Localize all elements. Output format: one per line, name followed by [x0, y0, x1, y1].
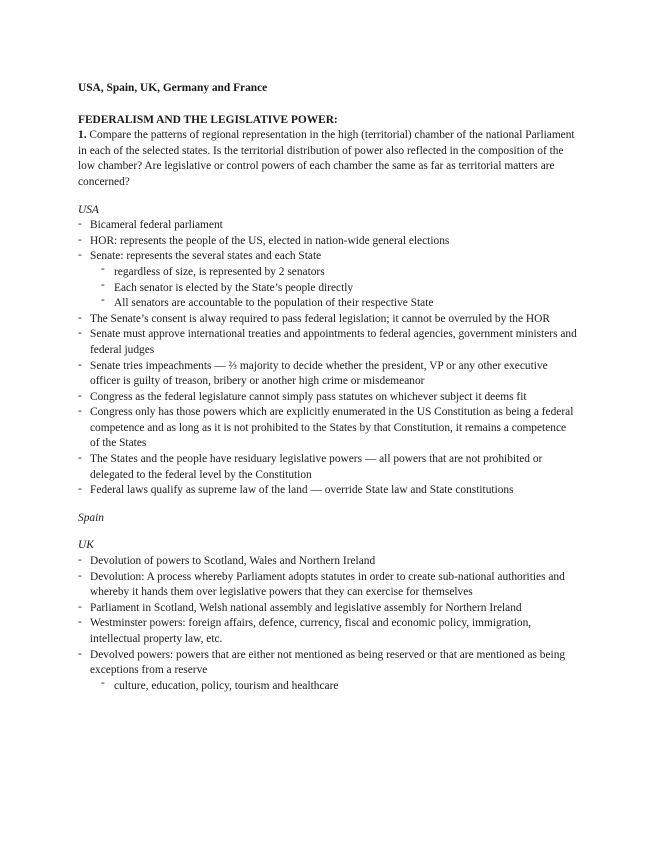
list-item: - Parliament in Scotland, Welsh national assembly and legislative assembly for Northern Ireland [78, 601, 578, 617]
sub-list-item: - regardless of size, is represented by 2 senators [90, 265, 578, 281]
list-item [78, 249, 578, 311]
list-item: - Federal laws qualify as supreme law of the land — override State law and State constitutions [78, 483, 578, 499]
sub-list-item: - All senators are accountable to the population of their respective State [90, 296, 578, 312]
usa-bullet-list [78, 218, 578, 499]
list-item: - Bicameral federal parliament [78, 218, 578, 234]
usa-heading: USA [78, 203, 99, 216]
senate-sub-list [90, 265, 578, 312]
list-item: - Congress as the federal legislature cannot simply pass statutes on whichever subject it deems fit [78, 390, 578, 406]
devolved-sub-list [90, 679, 578, 695]
list-item: - HOR: represents the people of the US, elected in nation-wide general elections [78, 234, 578, 250]
question-paragraph [78, 128, 578, 190]
section-heading: FEDERALISM AND THE LEGISLATIVE POWER: [78, 113, 338, 126]
list-item: - Senate tries impeachments — ⅔ majority to decide whether the president, VP or any other executive officer is guilty of treason, bribery or another high crime or misdemeanor [78, 359, 578, 390]
list-item: - The Senate’s consent is alway required to pass federal legislation; it cannot be overruled by the HOR [78, 312, 578, 328]
spain-heading: Spain [78, 511, 104, 524]
sub-list-item: - Each senator is elected by the State’s people directly [90, 281, 578, 297]
uk-bullet-list [78, 554, 578, 694]
list-item: - Senate must approve international treaties and appointments to federal agencies, government ministers and federal judges [78, 327, 578, 358]
question-number: 1. [78, 129, 87, 142]
document-title: USA, Spain, UK, Germany and France [78, 82, 268, 94]
list-item: - Devolution: A process whereby Parliament adopts statutes in order to create sub-national authorities and whereby it hands them over legislative powers that they can exercise for themselves [78, 570, 578, 601]
list-item: - Devolution of powers to Scotland, Wales and Northern Ireland [78, 554, 578, 570]
list-item-text: Senate: represents the several states and each State [90, 250, 322, 263]
uk-heading: UK [78, 539, 94, 552]
document-body [78, 81, 578, 694]
list-item-text: Devolved powers: powers that are either not mentioned as being reserved or that are mentioned as being exceptions from a reserve [90, 648, 566, 677]
list-item: - The States and the people have residuary legislative powers — all powers that are not prohibited or delegated to the federal level by the Constitution [78, 452, 578, 483]
list-item: - Congress only has those powers which are explicitly enumerated in the US Constitution as being a federal competence and as long as it is not prohibited to the States by that Constitution, it remains a competence of the States [78, 405, 578, 452]
list-item [78, 648, 578, 695]
question-text: Compare the patterns of regional representation in the high (territorial) chamber of the national Parliament in each of the selected states. Is the territorial distribution of power also reflected in the composition of the low chamber? Are legislative or control powers of each chamber the same as far as territorial matters are concerned? [78, 129, 575, 188]
list-item: - Westminster powers: foreign affairs, defence, currency, fiscal and economic policy, immigration, intellectual property law, etc. [78, 616, 578, 647]
sub-list-item: - culture, education, policy, tourism and healthcare [90, 679, 578, 695]
